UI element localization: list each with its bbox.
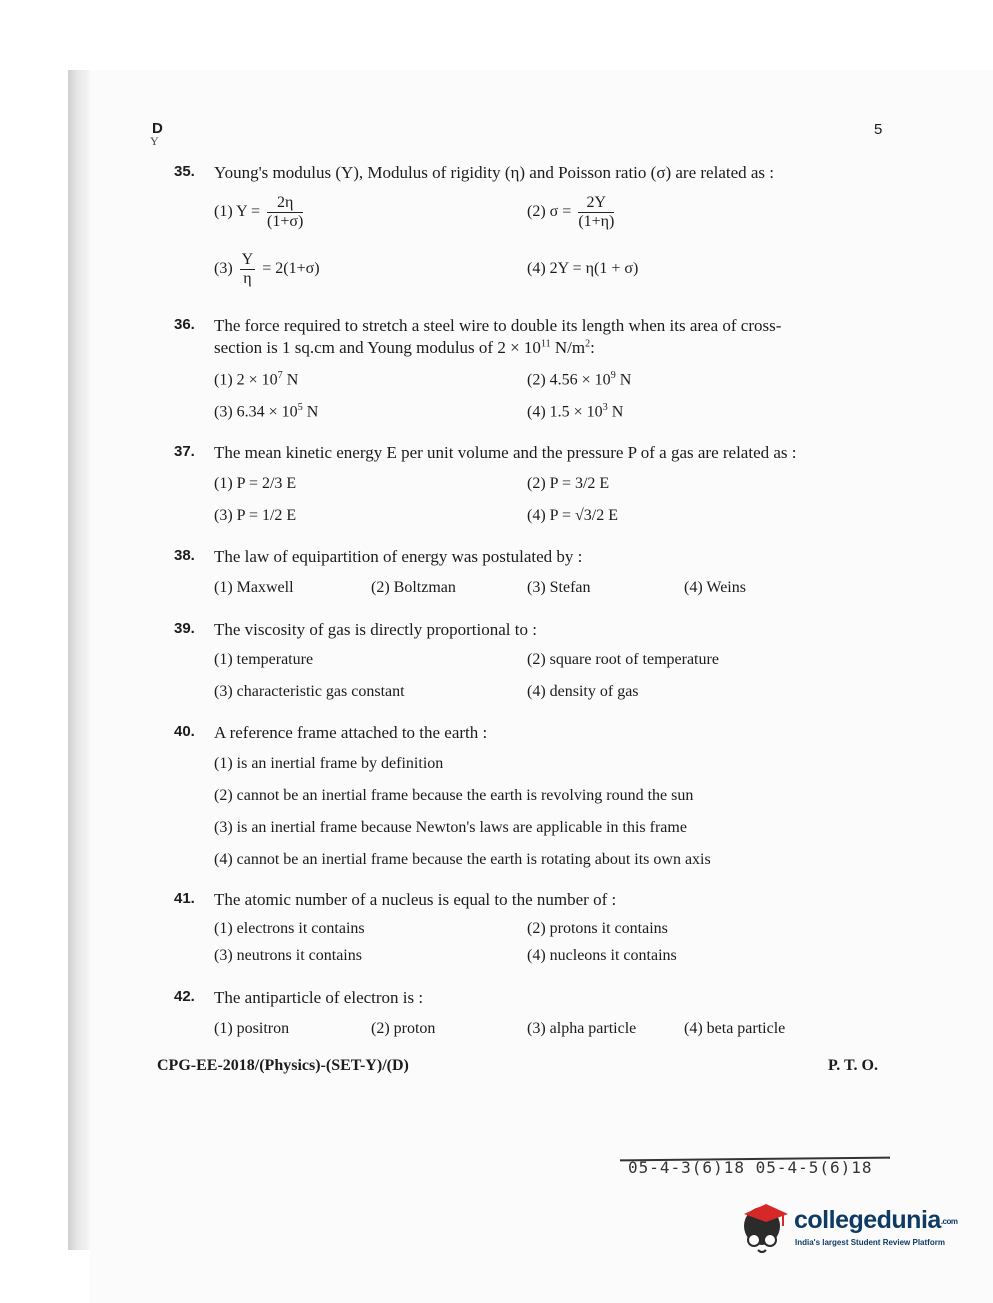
collegedunia-logo[interactable] [738, 1200, 968, 1260]
question-number: 36. [174, 316, 195, 333]
logo-wordmark: collegedunia.com [794, 1206, 958, 1234]
option-35-2: (2) σ = $\frac{2Y}{(1+\eta)}$ [527, 194, 615, 230]
handwritten-dates: 05-4-3(6)18 05-4-5(6)18 [628, 1158, 873, 1177]
option-35-4: (4) 2Y = η(1 + σ) [527, 260, 639, 277]
scan-edge [68, 70, 90, 1250]
question-number: 40. [174, 723, 195, 740]
option-39-4: (4) density of gas [527, 683, 639, 700]
option-41-4: (4) nucleons it contains [527, 947, 677, 964]
option-42-4: (4) beta particle [684, 1020, 786, 1037]
set-letter: D [152, 120, 163, 137]
paper-code: CPG-EE-2018/(Physics)-(SET-Y)/(D) [157, 1057, 409, 1074]
option-35-1: (1) Y = $\frac{2\eta}{(1+\sigma)}$ [214, 194, 304, 230]
option-37-4: (4) P = √3/2 E [527, 507, 618, 524]
question-text: The mean kinetic energy E per unit volume and the pressure P of a gas are related as : [214, 443, 797, 462]
logo-tagline: India's largest Student Review Platform [795, 1238, 945, 1247]
option-38-2: (2) Boltzman [371, 579, 456, 596]
question-text: The law of equipartition of energy was postulated by : [214, 547, 583, 566]
option-38-3: (3) Stefan [527, 579, 591, 596]
fraction: $\frac{2Y}{(1+\eta)}$ [578, 194, 615, 230]
option-42-2: (2) proton [371, 1020, 436, 1037]
option-39-3: (3) characteristic gas constant [214, 683, 405, 700]
option-42-3: (3) alpha particle [527, 1020, 637, 1037]
question-text: A reference frame attached to the earth : [214, 723, 488, 742]
option-40-4: (4) cannot be an inertial frame because the earth is rotating about its own axis [214, 851, 711, 868]
question-text: The force required to stretch a steel wire to double its length when its area of cross- [214, 316, 782, 335]
option-41-3: (3) neutrons it contains [214, 947, 362, 964]
question-text: The viscosity of gas is directly proportional to : [214, 620, 537, 639]
question-text-line2: section is 1 sq.cm and Young modulus of $2 \times 10^{11}$ $N/m^2$: [214, 338, 595, 357]
question-number: 39. [174, 620, 195, 637]
option-37-3: (3) P = 1/2 E [214, 507, 297, 524]
option-37-1: (1) P = 2/3 E [214, 475, 297, 492]
option-36-3: (3) $6.34 \times 10^5$ N [214, 402, 319, 421]
page-number: 5 [874, 121, 883, 138]
option-36-1: (1) $2 \times 10^7$ N [214, 370, 299, 389]
question-number: 42. [174, 988, 195, 1005]
option-39-2: (2) square root of temperature [527, 651, 719, 668]
option-37-2: (2) P = 3/2 E [527, 475, 610, 492]
option-40-1: (1) is an inertial frame by definition [214, 755, 444, 772]
set-mark: Y [150, 134, 159, 148]
question-text: The atomic number of a nucleus is equal to the number of : [214, 890, 617, 909]
option-42-1: (1) positron [214, 1020, 290, 1037]
question-text: Young's modulus (Y), Modulus of rigidity (η) and Poisson ratio (σ) are related as : [214, 163, 775, 182]
graduate-icon [738, 1200, 794, 1258]
question-number: 35. [174, 163, 195, 180]
option-36-4: (4) $1.5 \times 10^3$ N [527, 402, 624, 421]
option-40-3: (3) is an inertial frame because Newton's laws are applicable in this frame [214, 819, 687, 836]
option-35-3: (3) $\frac{Y}{\eta}$ = 2(1+σ) [214, 251, 320, 287]
pto-label: P. T. O. [828, 1057, 878, 1074]
option-38-4: (4) Weins [684, 579, 746, 596]
option-41-1: (1) electrons it contains [214, 920, 365, 937]
option-39-1: (1) temperature [214, 651, 314, 668]
option-41-2: (2) protons it contains [527, 920, 668, 937]
option-40-2: (2) cannot be an inertial frame because the earth is revolving round the sun [214, 787, 694, 804]
question-number: 41. [174, 890, 195, 907]
question-text: The antiparticle of electron is : [214, 988, 424, 1007]
question-number: 37. [174, 443, 195, 460]
fraction: $\frac{2\eta}{(1+\sigma)}$ [267, 194, 304, 230]
option-36-2: (2) $4.56 \times 10^9$ N [527, 370, 632, 389]
question-number: 38. [174, 547, 195, 564]
option-38-1: (1) Maxwell [214, 579, 294, 596]
fraction: $\frac{Y}{\eta}$ [241, 251, 254, 287]
